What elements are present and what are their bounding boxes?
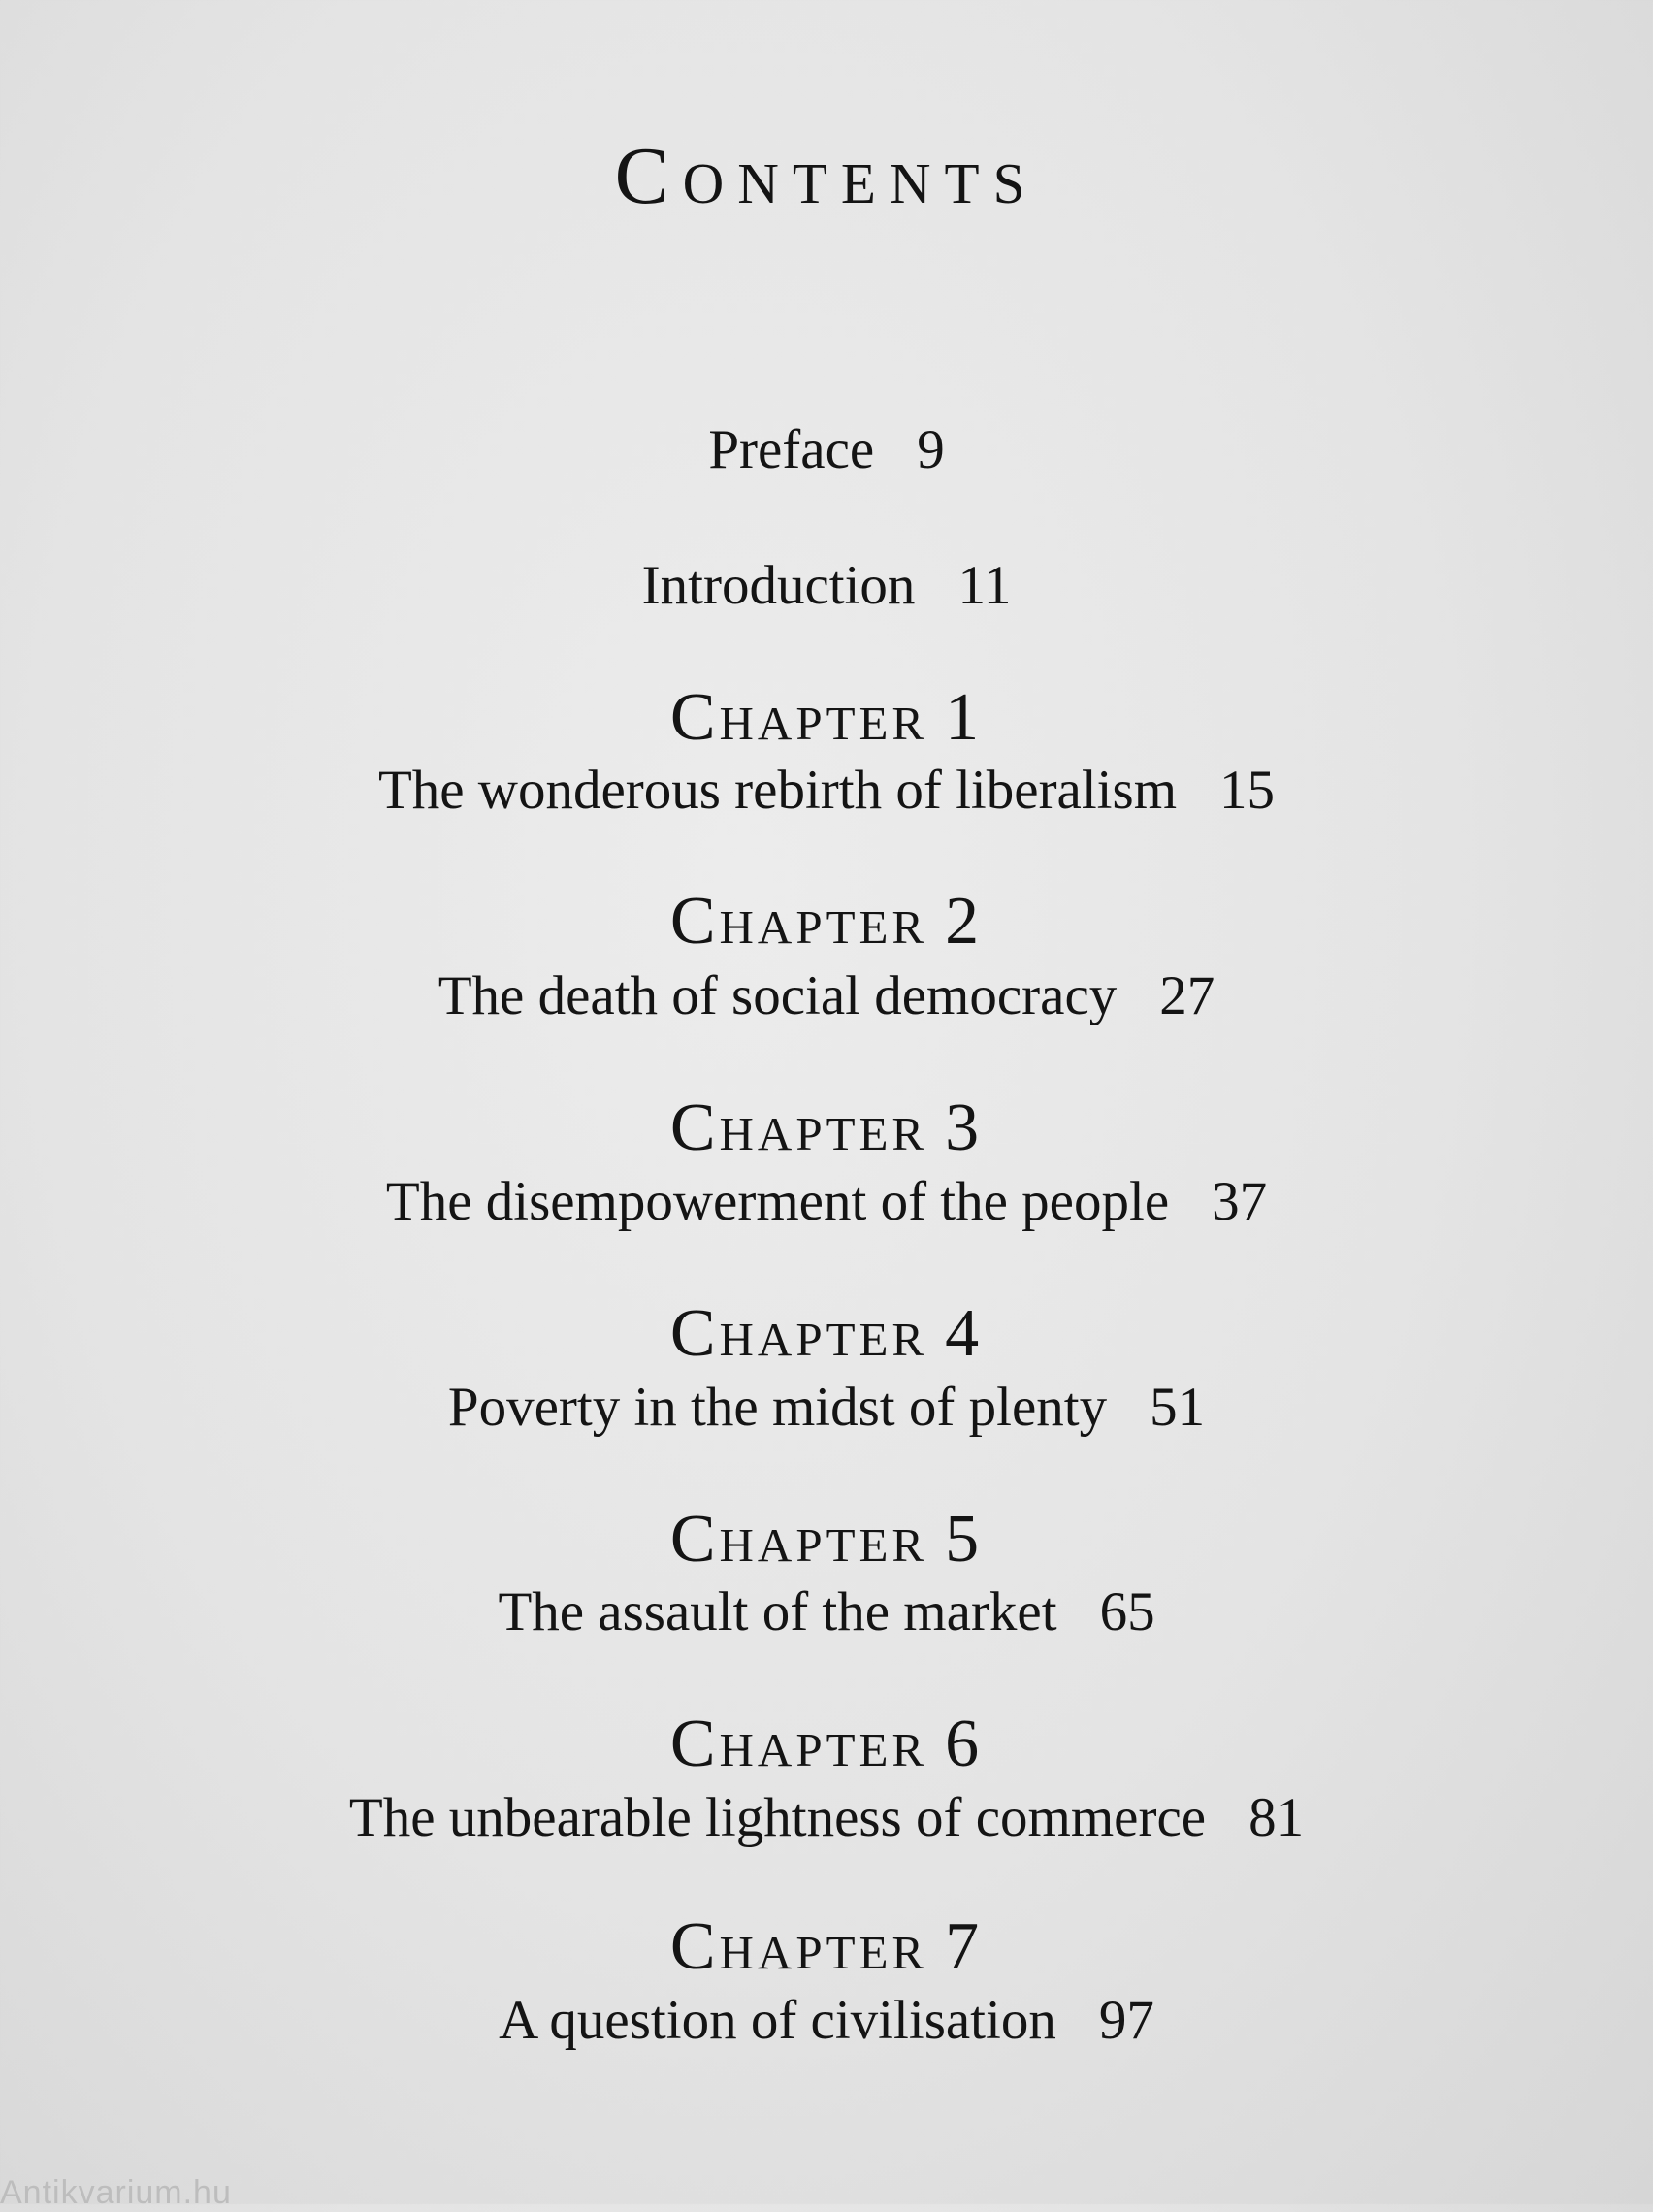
chapter-word: Chapter	[669, 1707, 928, 1781]
toc-entry-page: 11	[957, 555, 1012, 616]
toc-entry-chapter-6	[0, 1787, 1653, 1848]
chapter-number: 2	[945, 884, 984, 959]
toc-entry-page: 27	[1159, 965, 1215, 1026]
toc-entry-label: Introduction	[641, 555, 916, 616]
chapter-title: The unbearable lightness of commerce	[348, 1787, 1207, 1848]
chapter-number: 6	[945, 1707, 984, 1781]
chapter-number: 1	[945, 680, 984, 755]
chapter-title: The disempowerment of the people	[385, 1171, 1170, 1232]
chapter-title: The assault of the market	[498, 1581, 1057, 1643]
watermark: Antikvarium.hu	[0, 2174, 232, 2211]
chapter-number: 5	[945, 1502, 984, 1577]
toc-entry-page: 37	[1212, 1171, 1268, 1232]
chapter-word: Chapter	[669, 884, 928, 959]
chapter-word: Chapter	[669, 1296, 928, 1371]
chapter-title: The death of social democracy	[438, 965, 1118, 1026]
chapter-heading-7	[0, 1909, 1653, 1984]
chapter-word: Chapter	[669, 1502, 928, 1577]
chapter-heading-2	[0, 884, 1653, 959]
toc-entry-chapter-1	[0, 760, 1653, 821]
chapter-heading-6	[0, 1707, 1653, 1781]
chapter-word: Chapter	[669, 1909, 928, 1984]
chapter-title: The wonderous rebirth of liberalism	[377, 760, 1178, 821]
toc-entry-chapter-2	[0, 965, 1653, 1026]
toc-entry-page: 15	[1219, 760, 1276, 821]
chapter-word: Chapter	[669, 1090, 928, 1165]
toc-entry-page: 51	[1150, 1377, 1206, 1438]
toc-entry-page: 97	[1098, 1990, 1154, 2051]
chapter-heading-4	[0, 1296, 1653, 1371]
chapter-title: A question of civilisation	[499, 1990, 1056, 2051]
toc-entry-chapter-5	[0, 1581, 1653, 1643]
chapter-heading-3	[0, 1090, 1653, 1165]
chapter-title: Poverty in the midst of plenty	[447, 1377, 1108, 1438]
toc-entry-page: 9	[917, 419, 945, 480]
toc-entry-preface	[0, 419, 1653, 480]
toc-entry-chapter-7	[0, 1990, 1653, 2051]
toc-entry-chapter-3	[0, 1171, 1653, 1232]
toc-entry-page: 65	[1099, 1581, 1155, 1643]
toc-entry-introduction	[0, 555, 1653, 616]
chapter-heading-5	[0, 1502, 1653, 1577]
chapter-heading-1	[0, 680, 1653, 755]
toc-entry-label: Preface	[708, 419, 875, 480]
page-title: Contents	[614, 131, 1039, 221]
chapter-word: Chapter	[669, 680, 928, 755]
toc-entry-page: 81	[1248, 1787, 1305, 1848]
chapter-number: 7	[945, 1909, 984, 1984]
toc-entry-chapter-4	[0, 1377, 1653, 1438]
chapter-number: 3	[945, 1090, 984, 1165]
chapter-number: 4	[945, 1296, 984, 1371]
